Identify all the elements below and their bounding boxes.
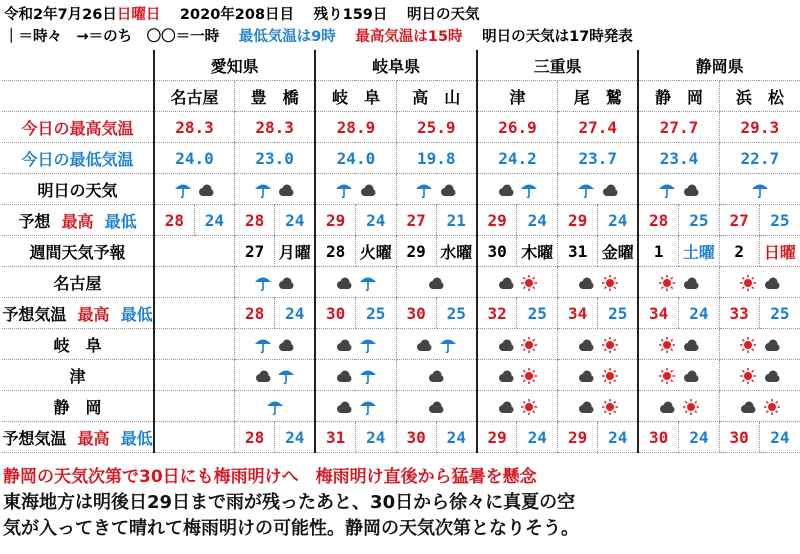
weekly-high-value: 30: [638, 422, 678, 453]
sun-icon: [739, 334, 757, 353]
umbrella-icon: [359, 365, 377, 384]
sun-icon: [601, 396, 619, 415]
tomorrow-temp-row: [2, 205, 800, 236]
city-header: 浜 松: [719, 81, 800, 112]
weekly-temp-label: 予想気温 最高 最低: [2, 298, 154, 329]
cloud-icon: [763, 272, 781, 291]
weekly-high-value: 30: [719, 422, 759, 453]
cloud-icon: [682, 334, 700, 353]
weekly-weather: [658, 396, 700, 415]
umbrella-icon: [335, 179, 353, 198]
city-header: 名古屋: [154, 81, 235, 112]
weekly-high-value: 34: [638, 298, 678, 329]
cloud-icon: [335, 365, 353, 384]
weekly-weather: [739, 365, 781, 384]
weekly-weather: [335, 334, 377, 353]
today-max-value: 25.9: [396, 112, 477, 143]
today-max-value: 28.3: [154, 112, 235, 143]
date-text: 令和2年7月26日: [4, 7, 117, 23]
today-max-value: 29.3: [719, 112, 800, 143]
tomorrow-low-value: 25: [759, 205, 800, 236]
cloud-icon: [415, 334, 433, 353]
weekly-low-value: 25: [759, 298, 800, 329]
today-min-row: [2, 143, 800, 174]
umbrella-icon: [439, 334, 457, 353]
cloud-icon: [497, 396, 515, 415]
sun-icon: [520, 334, 538, 353]
cloud-icon: [254, 365, 272, 384]
umbrella-icon: [174, 179, 192, 198]
city-header: 尾 鷲: [558, 81, 639, 112]
tomorrow-weather: [254, 179, 296, 198]
cloud-icon: [497, 365, 515, 384]
tomorrow-high-value: 28: [235, 205, 275, 236]
sun-icon: [520, 396, 538, 415]
weekly-city-label: 名古屋: [2, 267, 154, 298]
today-min-value: 24.2: [477, 143, 558, 174]
footer-body: [0, 490, 800, 542]
city-header: 静 岡: [638, 81, 719, 112]
tomorrow-weather: [335, 179, 377, 198]
tomorrow-forecast-label: 予想 最高 最低: [2, 205, 154, 236]
today-min-value: 24.0: [315, 143, 396, 174]
weekly-low-value: 24: [436, 422, 477, 453]
weekly-weekday: 金曜: [598, 236, 639, 267]
footer-headline: 静岡の天気次第で30日にも梅雨明けへ 梅雨明け直後から猛暑を懸念: [3, 467, 537, 487]
tomorrow-weather-row: [2, 174, 800, 205]
city-header: 高 山: [396, 81, 477, 112]
weekly-low-value: 24: [275, 422, 316, 453]
city-header: 津: [477, 81, 558, 112]
cloud-icon: [577, 396, 595, 415]
today-min-value: 23.4: [638, 143, 719, 174]
city-row: [2, 81, 800, 112]
tomorrow-weather-label: 明日の天気: [2, 174, 154, 205]
cloud-icon: [682, 365, 700, 384]
umbrella-icon: [359, 334, 377, 353]
forecast-table: [2, 50, 800, 453]
tomorrow-high-value: 29: [558, 205, 598, 236]
cloud-icon: [335, 272, 353, 291]
umbrella-icon: [359, 272, 377, 291]
weekly-high-value: 31: [315, 422, 355, 453]
sun-icon: [763, 396, 781, 415]
cloud-icon: [577, 272, 595, 291]
weekly-low-value: 24: [517, 422, 558, 453]
page-title: 明日の天気: [406, 7, 480, 23]
cloud-icon: [197, 179, 215, 198]
tomorrow-low-value: 24: [517, 205, 558, 236]
weekly-weather: [577, 365, 619, 384]
weekly-day-number: 30: [477, 236, 517, 267]
prefecture-header: 静岡県: [638, 50, 800, 81]
legend-text: ｜＝時々 →＝のち 〇〇＝一時: [4, 29, 220, 45]
weekly-weather: [658, 334, 700, 353]
weekly-weather: [658, 365, 700, 384]
cloud-icon: [497, 179, 515, 198]
today-max-label: 今日の最高気温: [2, 112, 154, 143]
weekly-low-value: 25: [517, 298, 558, 329]
cloud-icon: [682, 179, 700, 198]
weekly-city-label: 静 岡: [2, 391, 154, 422]
sun-icon: [739, 272, 757, 291]
sun-icon: [601, 334, 619, 353]
tomorrow-high-value: 29: [315, 205, 355, 236]
city-header: 岐 阜: [315, 81, 396, 112]
weekly-weather: [335, 272, 377, 291]
tomorrow-high-value: 29: [477, 205, 517, 236]
weekly-low-value: 25: [436, 298, 477, 329]
weekly-day-number: 28: [315, 236, 355, 267]
today-min-value: 22.7: [719, 143, 800, 174]
sun-icon: [601, 365, 619, 384]
weekly-weekday: 木曜: [517, 236, 558, 267]
weekly-temp-label: 予想気温 最高 最低: [2, 422, 154, 453]
cloud-icon: [277, 272, 295, 291]
tomorrow-weather: [174, 179, 216, 198]
cloud-icon: [427, 273, 445, 292]
weekly-high-value: 34: [558, 298, 598, 329]
cloud-icon: [427, 397, 445, 416]
cloud-icon: [359, 179, 377, 198]
cloud-icon: [658, 396, 676, 415]
umbrella-icon: [751, 179, 769, 198]
weekly-day-number: 2: [719, 236, 759, 267]
weekly-header-row: [2, 236, 800, 267]
remaining-days-text: 残り159日: [313, 7, 388, 23]
weekly-high-value: 28: [235, 298, 275, 329]
weekly-high-value: 32: [477, 298, 517, 329]
weekly-low-value: 24: [679, 298, 720, 329]
weekly-weather-row-gifu: [2, 329, 800, 360]
weekly-weather: [335, 365, 377, 384]
weekly-temp-row-nagoya: [2, 298, 800, 329]
weekly-weather: [427, 366, 445, 385]
weekly-high-value: 30: [396, 298, 436, 329]
cloud-icon: [682, 272, 700, 291]
umbrella-icon: [415, 179, 433, 198]
weekly-forecast-label: 週間天気予報: [2, 236, 154, 267]
today-max-row: [2, 112, 800, 143]
tomorrow-low-value: 24: [275, 205, 316, 236]
weekly-weather: [427, 273, 445, 292]
umbrella-icon: [577, 179, 595, 198]
umbrella-icon: [254, 272, 272, 291]
cloud-icon: [335, 396, 353, 415]
today-min-value: 24.0: [154, 143, 235, 174]
weekly-weather-row-tsu: [2, 360, 800, 391]
weekly-low-value: 25: [355, 298, 396, 329]
umbrella-icon: [254, 334, 272, 353]
tomorrow-high-value: 28: [638, 205, 678, 236]
cloud-icon: [277, 179, 295, 198]
sun-icon: [658, 272, 676, 291]
weekly-weather: [739, 272, 781, 291]
weekly-temp-row-shizuoka: [2, 422, 800, 453]
tomorrow-low-value: 24: [598, 205, 639, 236]
weekly-weather-row-shizuoka: [2, 391, 800, 422]
tomorrow-low-value: 25: [679, 205, 720, 236]
weekly-weather: [427, 397, 445, 416]
cloud-icon: [497, 334, 515, 353]
today-min-value: 23.0: [235, 143, 316, 174]
today-max-value: 28.9: [315, 112, 396, 143]
weekly-low-value: 25: [598, 298, 639, 329]
weekly-weather: [415, 334, 457, 353]
weekly-weather: [577, 272, 619, 291]
year-day-text: 2020年208日目: [179, 7, 295, 23]
weekly-city-label: 岐 阜: [2, 329, 154, 360]
tomorrow-low-value: 21: [436, 205, 477, 236]
footer-body-line-1: 東海地方は明後日29日まで雨が残ったあと、30日から徐々に真夏の空: [3, 492, 576, 513]
cloud-icon: [601, 179, 619, 198]
max-temp-note: 最高気温は15時: [355, 29, 463, 45]
weekly-high-value: 30: [315, 298, 355, 329]
prefecture-header: 岐阜県: [315, 50, 477, 81]
prefecture-header: 愛知県: [154, 50, 315, 81]
cloud-icon: [763, 334, 781, 353]
weekly-low-value: 24: [275, 298, 316, 329]
tomorrow-weather: [497, 179, 539, 198]
today-max-value: 27.4: [558, 112, 639, 143]
weekly-weekday: 月曜: [275, 236, 316, 267]
tomorrow-low-value: 24: [194, 205, 234, 236]
tomorrow-weather: [577, 179, 619, 198]
weekly-weekday: 火曜: [355, 236, 396, 267]
prefecture-row: [2, 50, 800, 81]
today-max-value: 26.9: [477, 112, 558, 143]
prefecture-header: 三重県: [477, 50, 639, 81]
weekly-high-value: 30: [396, 422, 436, 453]
tomorrow-high-value: 28: [154, 205, 194, 236]
weekly-weather: [254, 272, 296, 291]
cloud-icon: [577, 365, 595, 384]
today-max-value: 27.7: [638, 112, 719, 143]
weekly-weather: [497, 272, 539, 291]
today-min-value: 23.7: [558, 143, 639, 174]
sun-icon: [658, 334, 676, 353]
weekly-city-label: 津: [2, 360, 154, 391]
weekly-weekday: 日曜: [759, 236, 800, 267]
tomorrow-low-value: 24: [355, 205, 396, 236]
weekly-weather: [266, 396, 284, 415]
weekly-low-value: 24: [355, 422, 396, 453]
weekly-day-number: 1: [638, 236, 678, 267]
weekly-day-number: 29: [396, 236, 436, 267]
weekly-weather: [497, 334, 539, 353]
sun-icon: [682, 396, 700, 415]
cloud-icon: [439, 179, 457, 198]
tomorrow-weather: [415, 179, 457, 198]
weekly-high-value: 29: [477, 422, 517, 453]
umbrella-icon: [277, 365, 295, 384]
sun-icon: [520, 365, 538, 384]
header-line-1: [4, 6, 479, 24]
today-min-value: 19.8: [396, 143, 477, 174]
header-line-2: [4, 28, 633, 46]
weekly-weather: [254, 334, 296, 353]
cloud-icon: [277, 334, 295, 353]
weekly-weather: [335, 396, 377, 415]
weekly-low-value: 24: [598, 422, 639, 453]
tomorrow-weather: [658, 179, 700, 198]
weekly-weekday: 水曜: [436, 236, 477, 267]
weekly-day-number: 31: [558, 236, 598, 267]
weekly-weather: [658, 272, 700, 291]
umbrella-icon: [266, 396, 284, 415]
weekly-weather: [254, 365, 296, 384]
city-header: 豊 橋: [235, 81, 316, 112]
umbrella-icon: [359, 396, 377, 415]
sun-icon: [520, 272, 538, 291]
weekly-low-value: 24: [679, 422, 720, 453]
release-note: 明日の天気は17時発表: [482, 29, 633, 45]
sun-icon: [601, 272, 619, 291]
weekly-low-value: 24: [759, 422, 800, 453]
umbrella-icon: [520, 179, 538, 198]
tomorrow-high-value: 27: [719, 205, 759, 236]
footer-body-line-2: 気が入ってきて晴れて梅雨明けの可能性。静岡の天気次第となりそう。: [3, 518, 579, 539]
weekday-text: 日曜日: [116, 7, 161, 23]
umbrella-icon: [658, 179, 676, 198]
weekly-day-number: 27: [235, 236, 275, 267]
weekly-weather: [577, 396, 619, 415]
cloud-icon: [763, 365, 781, 384]
weekly-high-value: 33: [719, 298, 759, 329]
weekly-weather-row-nagoya: [2, 267, 800, 298]
weekly-weather: [739, 396, 781, 415]
cloud-icon: [427, 366, 445, 385]
weekly-high-value: 28: [235, 422, 275, 453]
weekly-high-value: 29: [558, 422, 598, 453]
weekly-weekday: 土曜: [679, 236, 720, 267]
weekly-weather: [497, 396, 539, 415]
cloud-icon: [739, 396, 757, 415]
cloud-icon: [497, 272, 515, 291]
today-min-label: 今日の最低気温: [2, 143, 154, 174]
today-max-value: 28.3: [235, 112, 316, 143]
tomorrow-weather: [751, 179, 769, 198]
min-temp-note: 最低気温は9時: [238, 29, 336, 45]
weekly-weather: [577, 334, 619, 353]
sun-icon: [658, 365, 676, 384]
weekly-weather: [739, 334, 781, 353]
cloud-icon: [335, 334, 353, 353]
weekly-weather: [497, 365, 539, 384]
tomorrow-high-value: 27: [396, 205, 436, 236]
cloud-icon: [577, 334, 595, 353]
umbrella-icon: [254, 179, 272, 198]
sun-icon: [739, 365, 757, 384]
